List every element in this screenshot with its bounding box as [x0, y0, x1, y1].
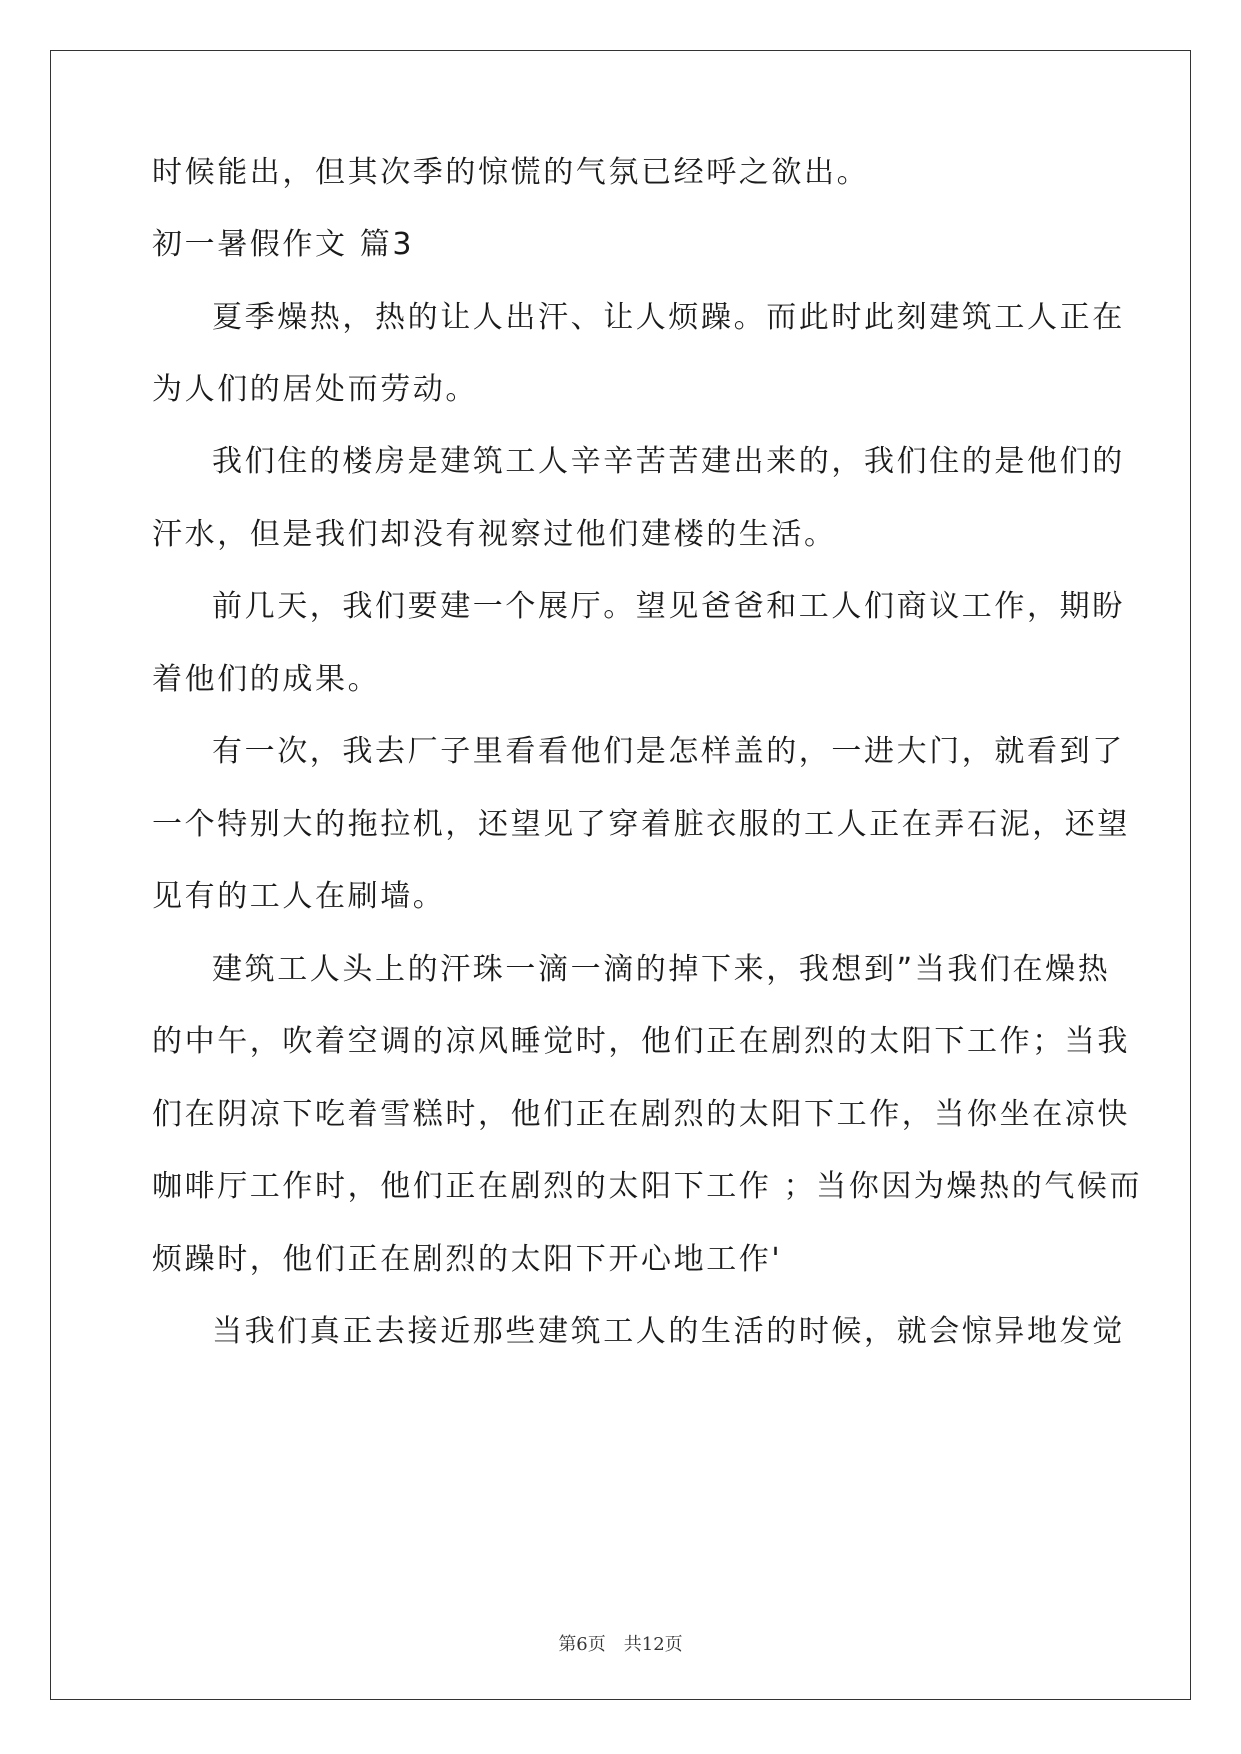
text-line-12: 建筑工人头上的汗珠一滴一滴的掉下来，我想到”当我们在燥热 [212, 952, 1111, 987]
text-line-1: 时候能出，但其次季的惊慌的气氛已经呼之欲出。 [152, 155, 870, 190]
text-line-14: 们在阴凉下吃着雪糕时，他们正在剧烈的太阳下工作，当你坐在凉快 [152, 1097, 1130, 1132]
text-line-5: 我们住的楼房是建筑工人辛辛苦苦建出来的，我们住的是他们的 [212, 444, 1125, 479]
text-line-9: 有一次，我去厂子里看看他们是怎样盖的，一进大门，就看到了 [212, 734, 1125, 769]
page-total: 共12页 [623, 1634, 683, 1655]
text-line-10: 一个特别大的拖拉机，还望见了穿着脏衣服的工人正在弄石泥，还望 [152, 807, 1130, 842]
text-line-7: 前几天，我们要建一个展厅。望见爸爸和工人们商议工作，期盼 [212, 589, 1125, 624]
page-number: 第6页 [558, 1634, 606, 1655]
text-line-4: 为人们的居处而劳动。 [152, 372, 478, 407]
text-line-16: 烦躁时，他们正在剧烈的太阳下开心地工作' [152, 1242, 783, 1277]
page-footer [0, 1630, 1241, 1656]
text-line-3: 夏季燥热，热的让人出汗、让人烦躁。而此时此刻建筑工人正在 [212, 300, 1125, 335]
text-line-8: 着他们的成果。 [152, 662, 381, 697]
text-line-6: 汗水，但是我们却没有视察过他们建楼的生活。 [152, 517, 837, 552]
text-line-13: 的中午，吹着空调的凉风睡觉时，他们正在剧烈的太阳下工作；当我 [152, 1024, 1130, 1059]
text-line-15: 咖啡厅工作时，他们正在剧烈的太阳下工作 ；当你因为燥热的气候而 [152, 1169, 1143, 1204]
section-heading: 初一暑假作文 篇3 [152, 227, 415, 262]
text-line-11: 见有的工人在刷墙。 [152, 879, 446, 914]
text-line-17: 当我们真正去接近那些建筑工人的生活的时候，就会惊异地发觉 [212, 1314, 1125, 1349]
